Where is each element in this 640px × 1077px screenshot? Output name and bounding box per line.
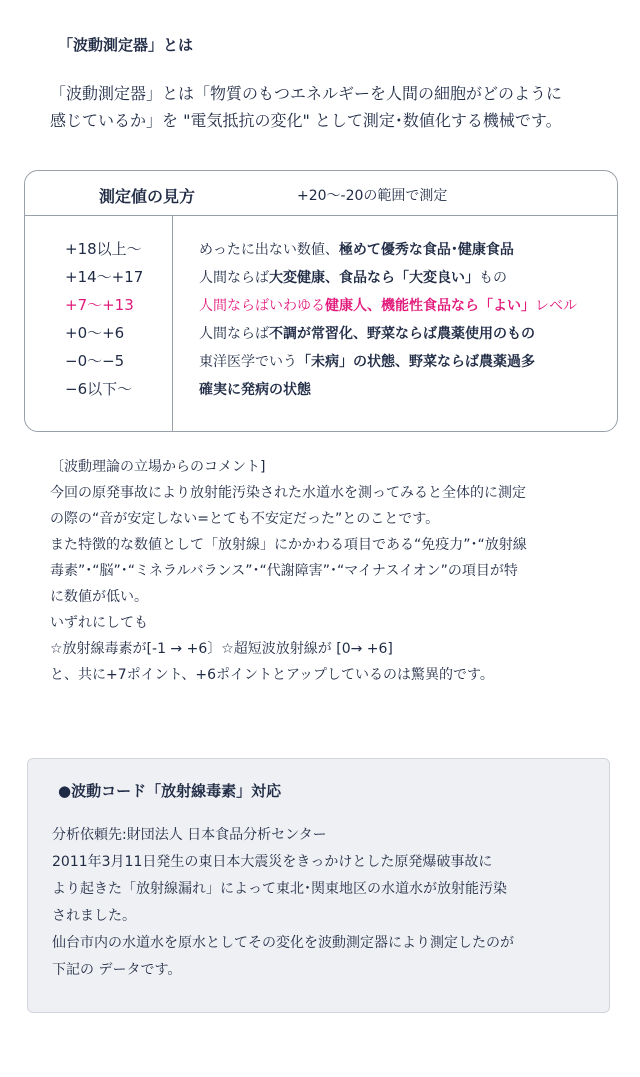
- code-line: より起きた「放射線漏れ」によって東北･関東地区の水道水が放射能汚染: [52, 881, 507, 897]
- measurement-guide-title: 測定値の見方: [99, 187, 196, 206]
- section-title: 「波動測定器」とは: [58, 36, 194, 54]
- wave-code-text: [52, 822, 597, 984]
- description-plain: 人間ならばいわゆる: [199, 298, 325, 314]
- description-bold: 確実に発病の状態: [199, 382, 311, 398]
- measurement-guide-header: [25, 171, 617, 216]
- measurement-description: [199, 267, 507, 287]
- description-plain: 人間ならば: [199, 270, 269, 286]
- description-plain: めったに出ない数値、: [199, 242, 339, 258]
- code-line: 分析依頼先:財団法人 日本食品分析センター: [52, 827, 327, 843]
- measurement-row-highlight: [25, 294, 619, 320]
- measurement-range: +18以上〜: [65, 240, 142, 258]
- measurement-description: [199, 323, 535, 343]
- description-tail: レベル: [535, 298, 577, 314]
- description-bold: 「未病」の状態、野菜ならば農薬過多: [297, 354, 535, 370]
- description-bold: 健康人、機能性食品なら「よい」: [325, 298, 535, 314]
- comment-line: また特徴的な数値として「放射線」にかかわる項目である“免疫力”･“放射線: [50, 537, 527, 553]
- measurement-range: +0〜+6: [65, 324, 125, 342]
- measurement-row: [25, 378, 619, 404]
- description-plain: 東洋医学でいう: [199, 354, 297, 370]
- code-line: されました。: [52, 908, 136, 924]
- wave-code-title: ●波動コード「放射線毒素」対応: [58, 782, 282, 800]
- measurement-description: [199, 239, 514, 259]
- intro-paragraph: [50, 80, 610, 134]
- measurement-row: [25, 266, 619, 292]
- code-line: 仙台市内の水道水を原水としてその変化を波動測定器により測定したのが: [52, 935, 514, 951]
- measurement-guide-box: [24, 170, 618, 432]
- comment-heading: 〔波動理論の立場からのコメント]: [50, 459, 266, 475]
- wave-code-box: [27, 758, 610, 1013]
- comment-line: に数値が低い。: [50, 589, 148, 605]
- measurement-range-note: +20〜-20の範囲で測定: [297, 188, 448, 204]
- comment-line: の際の“音が安定しない=とても不安定だった”とのことです。: [50, 511, 440, 527]
- measurement-range: +14〜+17: [65, 268, 144, 286]
- comment-line: ☆放射線毒素が[-1 → +6〕☆超短波放射線が [0→ +6]: [50, 641, 393, 657]
- measurement-description: [199, 295, 577, 315]
- description-plain: 人間ならば: [199, 326, 269, 342]
- comment-line: いずれにしても: [50, 615, 148, 631]
- theory-comment: [50, 454, 620, 688]
- measurement-description: [199, 379, 311, 399]
- description-bold: 極めて優秀な食品･健康食品: [338, 242, 514, 258]
- measurement-row: [25, 350, 619, 376]
- comment-line: と、共に+7ポイント、+6ポイントとアップしているのは驚異的です。: [50, 667, 494, 683]
- description-tail: もの: [479, 270, 507, 286]
- description-bold: 不調が常習化、野菜ならば農薬使用のもの: [269, 326, 535, 342]
- measurement-guide-body: [25, 216, 617, 432]
- measurement-row: [25, 322, 619, 348]
- measurement-row: [25, 238, 619, 264]
- code-line: 2011年3月11日発生の東日本大震災をきっかけとした原発爆破事故に: [52, 854, 493, 870]
- comment-line: 今回の原発事故により放射能汚染された水道水を測ってみると全体的に測定: [50, 485, 526, 501]
- comment-line: 毒素”･“脳”･“ミネラルバランス”･“代謝障害”･“マイナスイオン”の項目が特: [50, 563, 518, 579]
- code-line: 下記の データです。: [52, 962, 182, 978]
- measurement-range: −6以下〜: [65, 380, 133, 398]
- measurement-description: [199, 351, 535, 371]
- measurement-range: −0〜−5: [65, 352, 125, 370]
- description-bold: 大変健康、食品なら「大変良い」: [269, 270, 479, 286]
- measurement-range: +7〜+13: [65, 296, 134, 314]
- intro-line: 「波動測定器」とは「物質のもつエネルギーを人間の細胞がどのように: [50, 84, 563, 103]
- intro-line: 感じているか」を "電気抵抗の変化" として測定･数値化する機械です。: [50, 111, 562, 130]
